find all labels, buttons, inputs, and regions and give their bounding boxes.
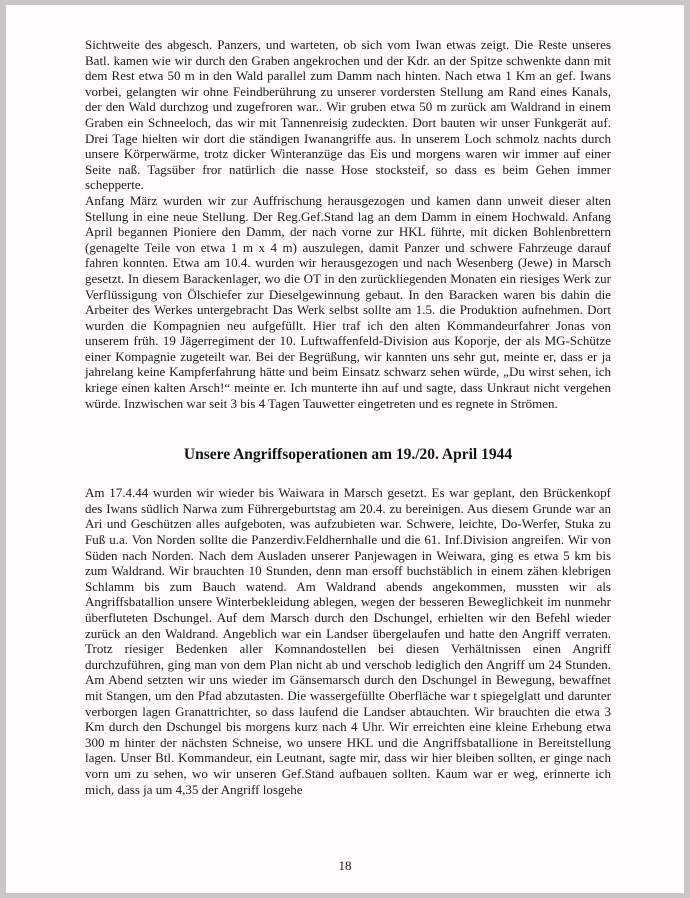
page-number: 18	[338, 858, 352, 873]
page-text-block	[85, 37, 611, 797]
document-page	[6, 5, 684, 893]
body-paragraph-1: Sichtweite des abgesch. Panzers, und warteten, ob sich vom Iwan etwas zeigt. Die Reste unseres Batl. kamen wie wir durch den Graben angekrochen und der Kdr. an der Spitze schwenkte dann mit dem Rest etwa 50 m in den Wald parallel zum Damm nach hinten. Nach etwa 1 Km an gef. Iwans vorbei, gelangten wir ohne Feindberührung zu unserer vordersten Stellung am Rand eines Kanals, der den Wald durchzog und zugefroren war.. Wir gruben etwa 50 m zurück am Waldrand in einem Graben ein Schneeloch, das wir mit Tannenreisig zudeckten. Dort bauten wir unser Funkgerät auf. Drei Tage hielten wir dort die ständigen Iwanangriffe aus. In unserem Loch schmolz nachts durch unsere Körperwärme, trotz dicker Winteranzüge das Eis und morgens waren wir immer auf einer Seite naß. Tagsüber fror natürlich die nasse Hose stocksteif, so dass es beim Gehen immer schepperte.	[85, 37, 611, 193]
section-heading: Unsere Angriffsoperationen am 19./20. April 1944	[183, 446, 513, 464]
body-paragraph-2: Anfang März wurden wir zur Auffrischung herausgezogen und kamen dann unweit dieser alten Stellung in eine neue Stellung. Der Reg.Gef.Stand lag an dem Damm in einem Hochwald. Anfang April begannen Pioniere den Damm, der nach vorne zur HKL führte, mit dicken Bohlenbrettern (genagelte Teile von etwa 1 m x 4 m) auszulegen, damit Panzer und schwere Fahrzeuge darauf fahren konnten. Etwa am 10.4. wurden wir herausgezogen und nach Wesenberg (Jewe) in Marsch gesetzt. In diesem Barackenlager, wo die OT in den zurückliegenden Monaten ein riesiges Werk zur Verflüssigung von Ölschiefer zur Dieselgewinnung gebaut. In den Baracken waren bis dahin die Arbeiter des Werkes untergebracht Das Werk selbst sollte am 1.5. die Produktion aufnehmen. Dort wurden die Kompagnien neu aufgefüllt. Hier traf ich den alten Kommandeurfahrer Jonas von unserem früh. 19 Jägerregiment der 10. Luftwaffenfeld-Division aus Koporje, der als MG-Schütze einer Kompagnie zugeteilt war. Bei der Begrüßung, wir kannten uns sehr gut, meinte er, dass er ja jahrelang keine Kampferfahrung hätte und beim Einsatz schwarz sehen würde, „Du wirst sehen, ich kriege einen kalten Arsch!“ meinte er. Ich munterte ihn auf und sagte, dass Unkraut nicht vergehen würde. Inzwischen war seit 3 bis 4 Tagen Tauwetter eingetreten und es regnete in Strömen.	[85, 192, 611, 411]
body-paragraph-3: Am 17.4.44 wurden wir wieder bis Waiwara in Marsch gesetzt. Es war geplant, den Brückenkopf des Iwans südlich Narwa zum Führergeburtstag am 20.4. zu bereinigen. Aus diesem Grunde war an Ari und Geschützen alles aufgeboten, was aufzubieten war. Schwere, leichte, Do-Werfer, Stuka zu Fuß u.a. Von Norden sollte die Panzerdiv.Feldhernhalle und die 61. Inf.Division angreifen. Wir von Süden nach Norden. Nach dem Ausladen unserer Panjewagen in Weiwara, ging es etwa 5 km bis zum Waldrand. Wir brauchten 10 Stunden, denn man ersoff buchstäblich in einem zähen klebrigen Schlamm bis zum Bauch watend. Am Waldrand abends angekommen, mussten wir als Angriffsbatallion unsere Winterbekleidung ablegen, wegen der besseren Beweglichkeit im nunmehr überfluteten Dschungel. Auf dem Marsch durch den Dschungel, erhielten wir den Befehl wieder zurück an den Waldrand. Angeblich war ein Landser übergelaufen und hatte den Angriff verraten. Trotz riesiger Bedenken aller Komnandostellen bei diesen Verhältnissen einen Angriff durchzuführen, ging man von dem Plan nicht ab und verschob lediglich den Angriff um 24 Stunden. Am Abend setzten wir uns wieder im Gänsemarsch durch den Dschungel in Bewegung, bewaffnet mit Stangen, um den Pfad abzutasten. Die wassergefüllte Oberfläche war t spiegelglatt und darunter verborgen lagen Granattrichter, so dass laufend die Landser abtauchten. Wir brauchten die etwa 3 Km durch den Dschungel bis morgens kurz nach 4 Uhr. Wir erreichten eine kleine Erhebung etwa 300 m hinter der nächsten Schneise, wo unsere HKL und die Angriffsbatallione in Bereitstellung lagen. Unser Btl. Kommandeur, ein Leutnant, sagte mir, dass wir hier bleiben sollten, er ginge nach vorn um zu sehen, wo wir unseren Gef.Stand aufbauen sollten. Kaum war er weg, erinnerte ich mich, dass ja um 4,35 der Angriff losgehe	[85, 485, 611, 797]
